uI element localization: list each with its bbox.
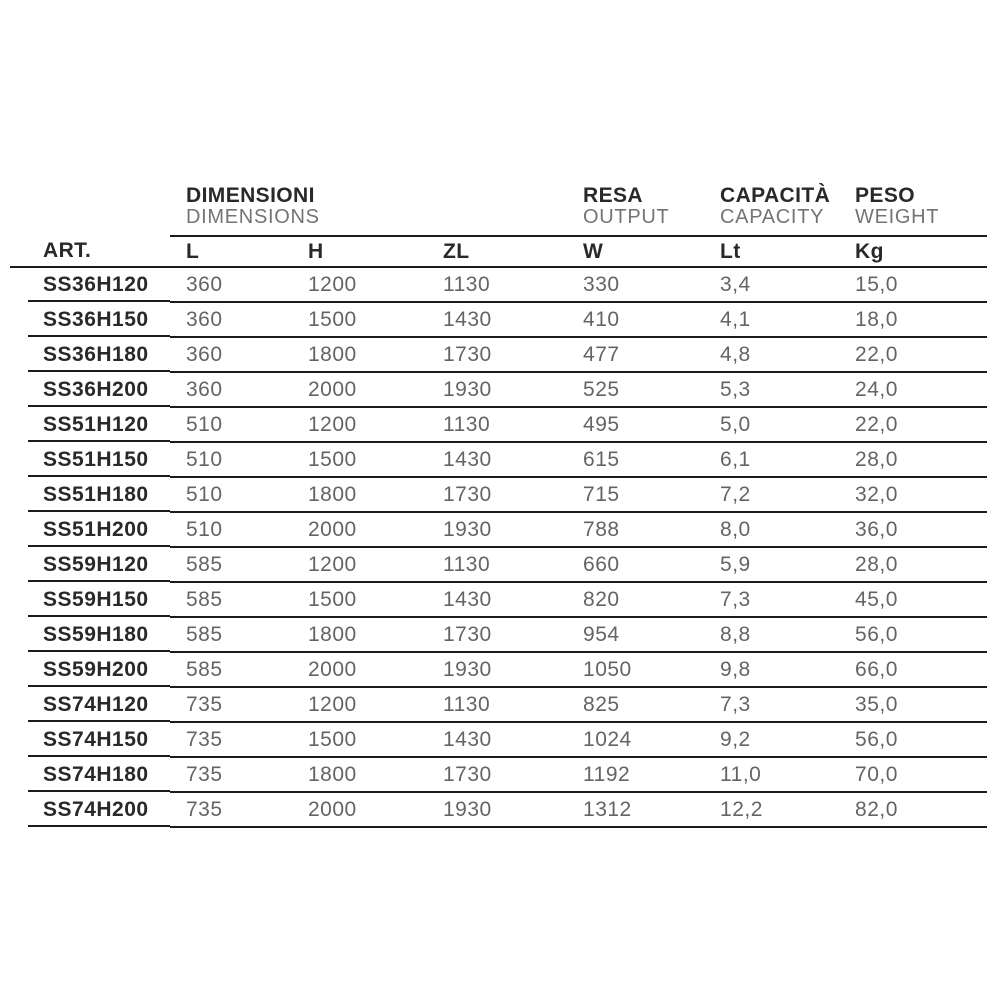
cell-w: 410 bbox=[567, 302, 704, 337]
cell-zl: 1930 bbox=[427, 792, 567, 827]
cell-art: SS74H120 bbox=[10, 687, 170, 722]
cell-h: 1800 bbox=[292, 757, 427, 792]
table-row bbox=[10, 652, 987, 687]
cell-lt: 9,2 bbox=[704, 722, 839, 757]
cell-h: 1500 bbox=[292, 302, 427, 337]
cell-zl: 1730 bbox=[427, 757, 567, 792]
cell-kg: 56,0 bbox=[839, 722, 987, 757]
table-body bbox=[10, 267, 987, 827]
table-row bbox=[10, 617, 987, 652]
cell-kg: 32,0 bbox=[839, 477, 987, 512]
cell-l: 735 bbox=[170, 757, 292, 792]
cell-art: SS51H180 bbox=[10, 477, 170, 512]
cell-lt: 7,3 bbox=[704, 687, 839, 722]
cell-h: 2000 bbox=[292, 652, 427, 687]
cell-lt: 5,0 bbox=[704, 407, 839, 442]
cell-art: SS74H180 bbox=[10, 757, 170, 792]
group-primary-label: RESA bbox=[583, 184, 643, 207]
table-row bbox=[10, 477, 987, 512]
cell-h: 1200 bbox=[292, 267, 427, 302]
cell-art: SS51H150 bbox=[10, 442, 170, 477]
cell-zl: 1930 bbox=[427, 652, 567, 687]
cell-w: 715 bbox=[567, 477, 704, 512]
table-row bbox=[10, 372, 987, 407]
cell-l: 360 bbox=[170, 337, 292, 372]
column-header-l: L bbox=[170, 236, 292, 267]
table-row bbox=[10, 547, 987, 582]
column-header-kg: Kg bbox=[839, 236, 987, 267]
group-header-output bbox=[567, 172, 704, 236]
cell-w: 788 bbox=[567, 512, 704, 547]
cell-h: 2000 bbox=[292, 372, 427, 407]
cell-w: 954 bbox=[567, 617, 704, 652]
cell-l: 735 bbox=[170, 722, 292, 757]
cell-h: 1200 bbox=[292, 407, 427, 442]
cell-w: 330 bbox=[567, 267, 704, 302]
cell-w: 615 bbox=[567, 442, 704, 477]
cell-art: SS36H180 bbox=[10, 337, 170, 372]
cell-kg: 15,0 bbox=[839, 267, 987, 302]
cell-art: SS59H200 bbox=[10, 652, 170, 687]
cell-kg: 66,0 bbox=[839, 652, 987, 687]
cell-w: 1192 bbox=[567, 757, 704, 792]
cell-art: SS74H150 bbox=[10, 722, 170, 757]
cell-zl: 1430 bbox=[427, 582, 567, 617]
cell-h: 1200 bbox=[292, 687, 427, 722]
cell-l: 585 bbox=[170, 652, 292, 687]
cell-l: 360 bbox=[170, 267, 292, 302]
cell-zl: 1730 bbox=[427, 477, 567, 512]
cell-l: 735 bbox=[170, 687, 292, 722]
table-row bbox=[10, 687, 987, 722]
cell-kg: 24,0 bbox=[839, 372, 987, 407]
cell-art: SS74H200 bbox=[10, 792, 170, 827]
cell-kg: 45,0 bbox=[839, 582, 987, 617]
table-row bbox=[10, 302, 987, 337]
cell-h: 1200 bbox=[292, 547, 427, 582]
cell-zl: 1130 bbox=[427, 407, 567, 442]
cell-l: 585 bbox=[170, 617, 292, 652]
cell-zl: 1130 bbox=[427, 687, 567, 722]
cell-w: 1024 bbox=[567, 722, 704, 757]
cell-l: 510 bbox=[170, 477, 292, 512]
cell-lt: 11,0 bbox=[704, 757, 839, 792]
cell-lt: 4,8 bbox=[704, 337, 839, 372]
cell-lt: 9,8 bbox=[704, 652, 839, 687]
table-row bbox=[10, 512, 987, 547]
cell-kg: 22,0 bbox=[839, 407, 987, 442]
cell-zl: 1430 bbox=[427, 722, 567, 757]
column-header-row bbox=[10, 236, 987, 267]
column-header-zl: ZL bbox=[427, 236, 567, 267]
column-header-lt: Lt bbox=[704, 236, 839, 267]
table-row bbox=[10, 442, 987, 477]
table-row bbox=[10, 407, 987, 442]
table-row bbox=[10, 757, 987, 792]
cell-l: 585 bbox=[170, 547, 292, 582]
cell-h: 1800 bbox=[292, 337, 427, 372]
cell-zl: 1930 bbox=[427, 512, 567, 547]
column-header-h: H bbox=[292, 236, 427, 267]
cell-lt: 4,1 bbox=[704, 302, 839, 337]
cell-w: 525 bbox=[567, 372, 704, 407]
cell-zl: 1730 bbox=[427, 337, 567, 372]
cell-art: SS51H120 bbox=[10, 407, 170, 442]
group-secondary-label: WEIGHT bbox=[855, 206, 940, 228]
cell-lt: 3,4 bbox=[704, 267, 839, 302]
cell-lt: 7,2 bbox=[704, 477, 839, 512]
cell-zl: 1430 bbox=[427, 302, 567, 337]
cell-l: 360 bbox=[170, 372, 292, 407]
cell-w: 820 bbox=[567, 582, 704, 617]
cell-kg: 28,0 bbox=[839, 442, 987, 477]
cell-h: 2000 bbox=[292, 512, 427, 547]
column-header-art: ART. bbox=[10, 236, 170, 267]
cell-kg: 18,0 bbox=[839, 302, 987, 337]
cell-lt: 8,8 bbox=[704, 617, 839, 652]
cell-kg: 56,0 bbox=[839, 617, 987, 652]
cell-l: 510 bbox=[170, 512, 292, 547]
cell-lt: 6,1 bbox=[704, 442, 839, 477]
group-header-capacity bbox=[704, 172, 839, 236]
cell-zl: 1930 bbox=[427, 372, 567, 407]
cell-zl: 1130 bbox=[427, 267, 567, 302]
cell-h: 2000 bbox=[292, 792, 427, 827]
cell-w: 660 bbox=[567, 547, 704, 582]
cell-zl: 1430 bbox=[427, 442, 567, 477]
cell-lt: 12,2 bbox=[704, 792, 839, 827]
cell-lt: 5,9 bbox=[704, 547, 839, 582]
cell-kg: 35,0 bbox=[839, 687, 987, 722]
cell-lt: 8,0 bbox=[704, 512, 839, 547]
cell-kg: 28,0 bbox=[839, 547, 987, 582]
cell-w: 1312 bbox=[567, 792, 704, 827]
cell-art: SS36H120 bbox=[10, 267, 170, 302]
group-secondary-label: CAPACITY bbox=[720, 206, 825, 228]
cell-art: SS59H180 bbox=[10, 617, 170, 652]
cell-art: SS59H120 bbox=[10, 547, 170, 582]
group-primary-label: DIMENSIONI bbox=[186, 184, 315, 207]
table-row bbox=[10, 267, 987, 302]
cell-w: 495 bbox=[567, 407, 704, 442]
cell-h: 1800 bbox=[292, 617, 427, 652]
group-secondary-label: DIMENSIONS bbox=[186, 206, 320, 228]
cell-kg: 36,0 bbox=[839, 512, 987, 547]
cell-h: 1500 bbox=[292, 442, 427, 477]
table-row bbox=[10, 582, 987, 617]
table-row bbox=[10, 722, 987, 757]
spec-table bbox=[10, 172, 987, 828]
group-header-weight bbox=[839, 172, 987, 236]
cell-l: 585 bbox=[170, 582, 292, 617]
cell-h: 1500 bbox=[292, 722, 427, 757]
group-header-empty bbox=[10, 172, 170, 236]
group-header-row bbox=[10, 172, 987, 236]
cell-kg: 70,0 bbox=[839, 757, 987, 792]
group-primary-label: PESO bbox=[855, 184, 915, 207]
cell-l: 360 bbox=[170, 302, 292, 337]
cell-lt: 7,3 bbox=[704, 582, 839, 617]
cell-kg: 22,0 bbox=[839, 337, 987, 372]
table-row bbox=[10, 792, 987, 827]
cell-lt: 5,3 bbox=[704, 372, 839, 407]
cell-art: SS36H150 bbox=[10, 302, 170, 337]
group-header-dimensions bbox=[170, 172, 567, 236]
cell-art: SS36H200 bbox=[10, 372, 170, 407]
column-header-w: W bbox=[567, 236, 704, 267]
cell-art: SS51H200 bbox=[10, 512, 170, 547]
cell-w: 1050 bbox=[567, 652, 704, 687]
cell-art: SS59H150 bbox=[10, 582, 170, 617]
cell-zl: 1130 bbox=[427, 547, 567, 582]
cell-l: 735 bbox=[170, 792, 292, 827]
group-secondary-label: OUTPUT bbox=[583, 206, 670, 228]
cell-kg: 82,0 bbox=[839, 792, 987, 827]
table-row bbox=[10, 337, 987, 372]
cell-w: 825 bbox=[567, 687, 704, 722]
cell-h: 1500 bbox=[292, 582, 427, 617]
cell-h: 1800 bbox=[292, 477, 427, 512]
cell-w: 477 bbox=[567, 337, 704, 372]
group-primary-label: CAPACITÀ bbox=[720, 184, 831, 207]
cell-zl: 1730 bbox=[427, 617, 567, 652]
cell-l: 510 bbox=[170, 407, 292, 442]
cell-l: 510 bbox=[170, 442, 292, 477]
